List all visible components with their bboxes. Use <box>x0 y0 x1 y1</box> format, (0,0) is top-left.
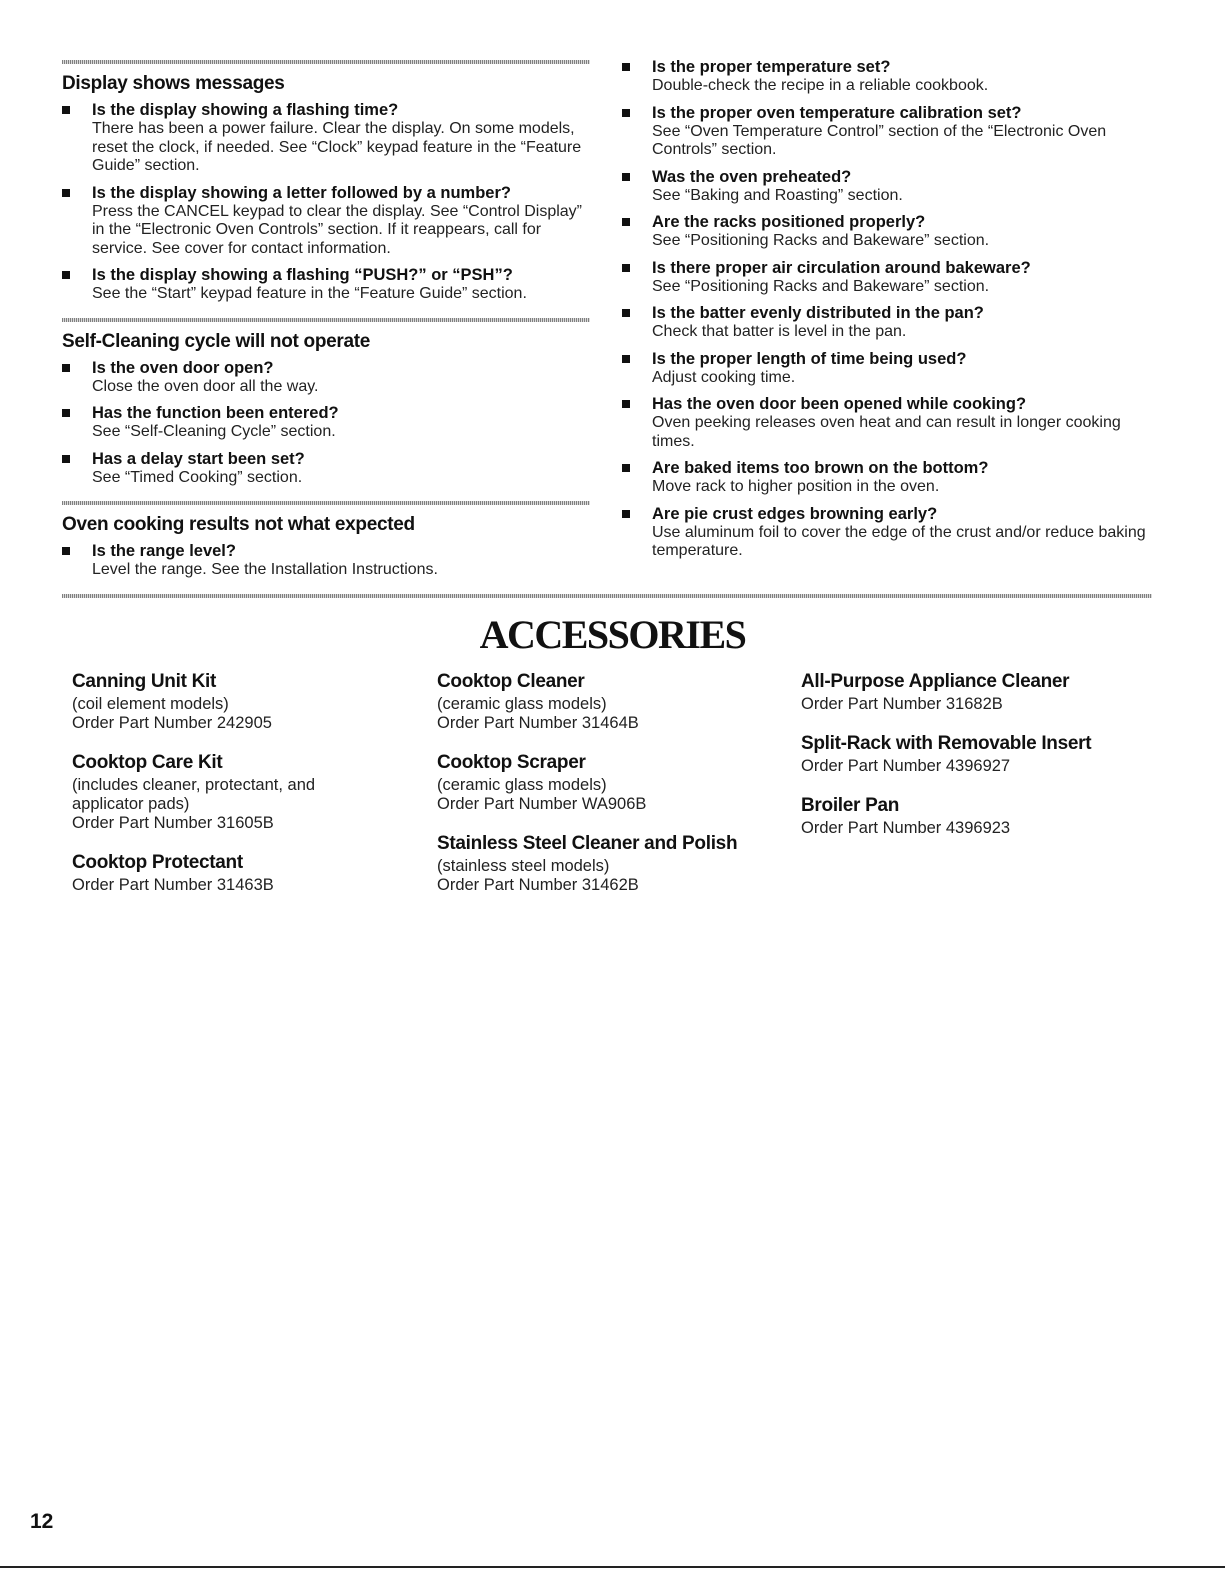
troubleshooting-item <box>622 259 1167 297</box>
question: Is the range level? <box>92 542 236 560</box>
section-title: Oven cooking results not what expected <box>62 514 415 535</box>
accessories-column-3 <box>801 670 1141 856</box>
square-bullet-icon <box>622 218 630 226</box>
accessory-part-number: Order Part Number 31463B <box>72 876 274 894</box>
question: Is the batter evenly distributed in the pan? <box>652 304 984 322</box>
square-bullet-icon <box>62 547 70 555</box>
accessory-item <box>72 851 412 895</box>
accessory-name: Cooktop Care Kit <box>72 752 223 773</box>
answer: See “Oven Temperature Control” section of the “Electronic Oven Controls” section. <box>652 122 1107 158</box>
troubleshooting-item <box>622 104 1167 160</box>
question: Is the proper temperature set? <box>652 58 891 76</box>
answer: See “Positioning Racks and Bakeware” section. <box>652 277 990 295</box>
question: Is the oven door open? <box>92 358 274 377</box>
troubleshooting-item <box>62 404 590 442</box>
question: Has the function been entered? <box>92 404 339 422</box>
accessory-detail: (includes cleaner, protectant, and <box>72 776 316 794</box>
section-divider <box>62 60 590 64</box>
accessories-heading: ACCESSORIES <box>479 612 746 657</box>
square-bullet-icon <box>62 271 70 279</box>
square-bullet-icon <box>62 106 70 114</box>
accessory-name: All-Purpose Appliance Cleaner <box>801 671 1070 692</box>
square-bullet-icon <box>62 364 70 372</box>
accessory-name: Broiler Pan <box>801 795 900 816</box>
accessory-item <box>437 751 777 814</box>
square-bullet-icon <box>62 189 70 197</box>
full-width-divider <box>62 594 1152 598</box>
question: Is the proper oven temperature calibration set? <box>652 103 1022 122</box>
square-bullet-icon <box>622 173 630 181</box>
troubleshooting-item <box>622 505 1167 561</box>
accessory-item <box>437 832 777 895</box>
answer: Oven peeking releases oven heat and can result in longer cooking times. <box>652 414 1121 450</box>
troubleshooting-item <box>62 450 590 488</box>
accessory-part-number: Order Part Number 31605B <box>72 814 274 832</box>
answer: Close the oven door all the way. <box>92 377 319 395</box>
accessory-detail: (ceramic glass models) <box>437 776 607 794</box>
troubleshooting-item <box>622 304 1167 342</box>
accessory-name: Cooktop Scraper <box>437 752 586 773</box>
accessory-detail: applicator pads) <box>72 795 190 813</box>
square-bullet-icon <box>622 109 630 117</box>
question: Are the racks positioned properly? <box>652 213 926 231</box>
accessory-item <box>801 794 1141 838</box>
troubleshooting-item <box>62 266 590 304</box>
accessory-part-number: Order Part Number 242905 <box>72 714 272 732</box>
page-bottom-edge <box>0 1566 1225 1568</box>
question: Is there proper air circulation around bakeware? <box>652 258 1031 277</box>
answer: See the “Start” keypad feature in the “Feature Guide” section. <box>92 285 527 302</box>
accessory-part-number: Order Part Number 31682B <box>801 695 1003 713</box>
troubleshooting-item <box>62 184 590 259</box>
question: Is the display showing a flashing “PUSH?” or “PSH”? <box>92 266 513 284</box>
section-display-messages <box>62 60 590 304</box>
section-divider <box>62 501 590 505</box>
accessory-part-number: Order Part Number WA906B <box>437 795 647 813</box>
answer: See “Self-Cleaning Cycle” section. <box>92 423 336 440</box>
answer: Check that batter is level in the pan. <box>652 323 907 340</box>
answer: Press the CANCEL keypad to clear the display. See “Control Display” in the “Electronic Oven Controls” section. If it reappears, call for service. See cover for contact information. <box>92 202 582 257</box>
square-bullet-icon <box>622 464 630 472</box>
answer: Adjust cooking time. <box>652 368 796 386</box>
accessory-name: Cooktop Protectant <box>72 852 243 873</box>
accessory-part-number: Order Part Number 31462B <box>437 876 639 894</box>
accessory-part-number: Order Part Number 31464B <box>437 714 639 732</box>
question: Are baked items too brown on the bottom? <box>652 459 989 477</box>
answer: There has been a power failure. Clear the display. On some models, reset the clock, if needed. See “Clock” keypad feature in the “Feature Guide” section. <box>92 120 582 174</box>
question: Was the oven preheated? <box>652 167 852 186</box>
square-bullet-icon <box>622 264 630 272</box>
square-bullet-icon <box>622 355 630 363</box>
square-bullet-icon <box>622 309 630 317</box>
section-divider <box>62 318 590 322</box>
accessory-item <box>437 670 777 733</box>
answer: Use aluminum foil to cover the edge of the crust and/or reduce baking temperature. <box>652 523 1146 559</box>
accessories-column-1 <box>72 670 412 913</box>
square-bullet-icon <box>622 510 630 518</box>
accessory-detail: (coil element models) <box>72 695 229 713</box>
troubleshooting-item <box>622 168 1167 206</box>
accessory-part-number: Order Part Number 4396923 <box>801 819 1011 837</box>
question: Are pie crust edges browning early? <box>652 504 938 523</box>
answer: Double-check the recipe in a reliable cookbook. <box>652 77 989 94</box>
question: Is the proper length of time being used? <box>652 349 967 368</box>
troubleshooting-item <box>622 459 1167 497</box>
answer: Move rack to higher position in the oven. <box>652 478 940 495</box>
square-bullet-icon <box>622 400 630 408</box>
troubleshooting-item <box>622 213 1167 251</box>
answer: See “Timed Cooking” section. <box>92 468 303 486</box>
troubleshooting-item <box>622 350 1167 388</box>
accessory-part-number: Order Part Number 4396927 <box>801 757 1011 775</box>
left-column <box>62 60 590 594</box>
accessory-item <box>72 670 412 733</box>
troubleshooting-item <box>622 58 1167 96</box>
accessory-detail: (stainless steel models) <box>437 857 610 875</box>
troubleshooting-item <box>62 101 590 176</box>
accessories-column-2 <box>437 670 777 913</box>
answer: Level the range. See the Installation Instructions. <box>92 561 438 578</box>
accessory-name: Split-Rack with Removable Insert <box>801 733 1092 754</box>
accessory-item <box>801 732 1141 776</box>
square-bullet-icon <box>62 409 70 417</box>
accessory-item <box>72 751 412 833</box>
question: Is the display showing a flashing time? <box>92 101 399 119</box>
question: Is the display showing a letter followed by a number? <box>92 183 511 202</box>
section-cooking-results <box>62 501 590 580</box>
square-bullet-icon <box>622 63 630 71</box>
answer: See “Baking and Roasting” section. <box>652 186 903 204</box>
accessory-detail: (ceramic glass models) <box>437 695 607 713</box>
accessory-item <box>801 670 1141 714</box>
accessory-name: Cooktop Cleaner <box>437 671 585 692</box>
troubleshooting-item <box>622 395 1167 451</box>
question: Has the oven door been opened while cooking? <box>652 395 1027 413</box>
accessory-name: Stainless Steel Cleaner and Polish <box>437 833 738 854</box>
right-column <box>622 58 1167 569</box>
section-title: Display shows messages <box>62 73 285 94</box>
troubleshooting-item <box>62 542 590 580</box>
page-number: 12 <box>30 1510 54 1533</box>
square-bullet-icon <box>62 455 70 463</box>
answer: See “Positioning Racks and Bakeware” section. <box>652 232 990 249</box>
section-self-cleaning <box>62 318 590 488</box>
troubleshooting-item <box>62 359 590 397</box>
section-title: Self-Cleaning cycle will not operate <box>62 330 371 352</box>
question: Has a delay start been set? <box>92 449 305 468</box>
accessory-name: Canning Unit Kit <box>72 671 217 692</box>
